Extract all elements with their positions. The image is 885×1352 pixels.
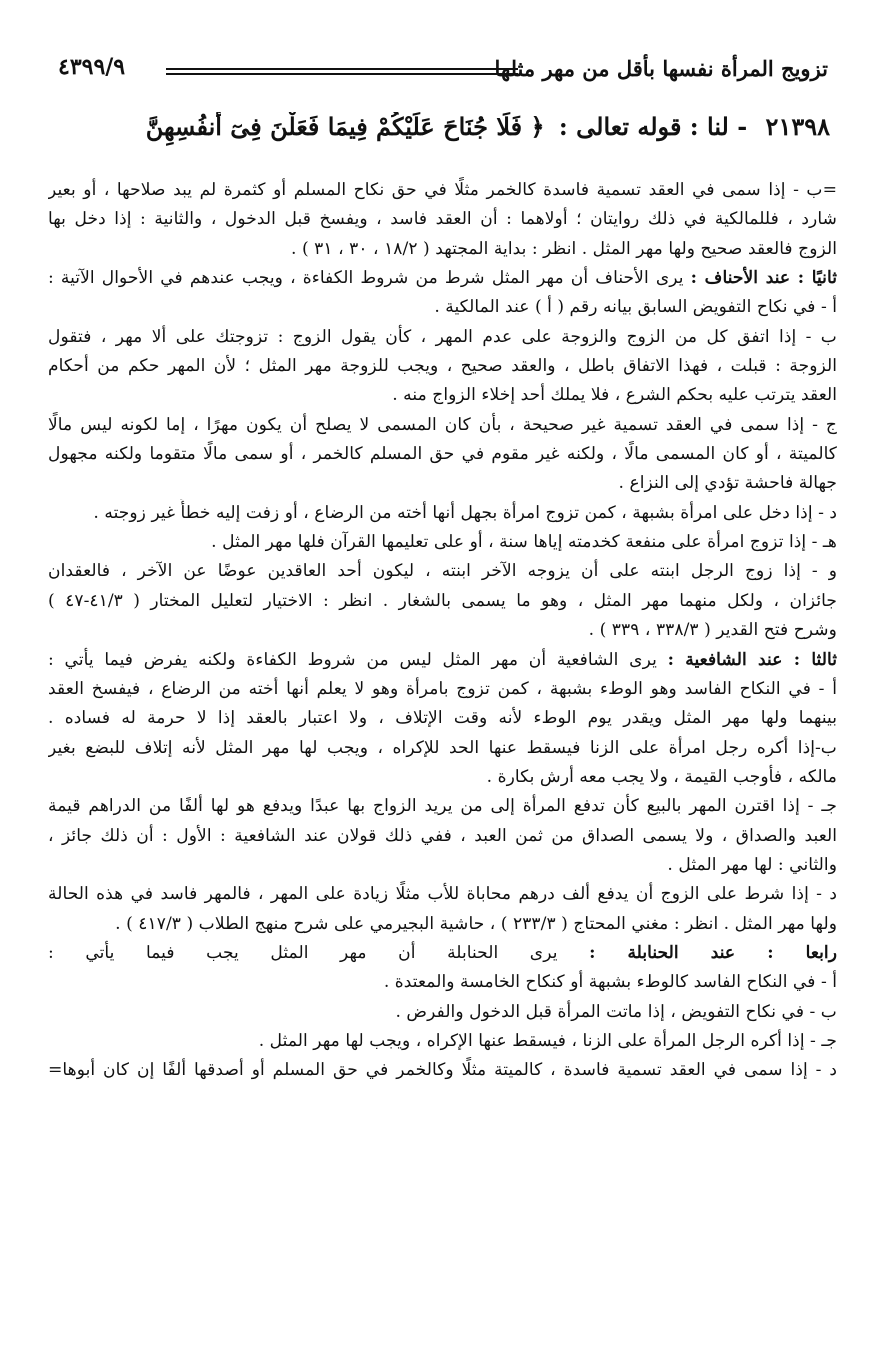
line-text: شارد ، فللمالكية في ذلك روايتان ؛ أولاهما : أن العقد فاسد ، ويفسخ قبل الدخول ، والثانية : إذا دخل بها — [48, 209, 837, 230]
text-line — [48, 968, 837, 997]
text-line — [48, 499, 837, 528]
header-rule — [166, 68, 518, 75]
line-text: د - إذا سمى في العقد تسمية فاسدة ، كالميتة مثلًا وكالخمر في حق المسلم أو أصدقها ألفًا إن كان أبوها= — [48, 1060, 837, 1081]
text-line — [48, 880, 837, 909]
verse-intro: - لنا : قوله تعالى : — [558, 112, 748, 141]
text-line — [48, 323, 837, 352]
footnote-body — [48, 176, 837, 1086]
text-line — [48, 381, 837, 410]
section-heading: ثانيًا : عند الأحناف : — [690, 268, 837, 289]
text-line — [48, 469, 837, 498]
text-line — [48, 910, 837, 939]
text-line — [48, 587, 837, 616]
text-line — [48, 235, 837, 264]
text-line — [48, 176, 837, 205]
line-text: ب - في نكاح التفويض ، إذا ماتت المرأة قبل الدخول والفرض . — [395, 1001, 837, 1022]
text-line — [48, 851, 837, 880]
line-text: الزوج فالعقد صحيح ولها مهر المثل . انظر : بداية المجتهد ( ١٨/٢ ، ٣٠ ، ٣١ ) . — [291, 238, 837, 259]
text-line — [48, 557, 837, 586]
text-line — [48, 1056, 837, 1085]
line-text: أ - في النكاح الفاسد وهو الوطء بشبهة ، كمن تزوج بامرأة وهو لا يعلم أنها أخته من الرضاع ، فيفسخ العقد — [48, 678, 837, 699]
text-line — [48, 734, 837, 763]
text-line — [48, 939, 837, 968]
text-line — [48, 704, 837, 733]
text-line — [48, 792, 837, 821]
line-text: العبد والصداق ، ولا يسمى الصداق من ثمن العبد ، ففي ذلك قولان عند الشافعية : الأول : أن ذلك جائز ، — [48, 825, 837, 846]
line-text: يرى الأحناف أن مهر المثل شرط من شروط الكفاءة ، ويجب عندهم في الأحوال الآتية : — [48, 268, 684, 289]
line-text: ج - إذا سمى في العقد تسمية غير صحيحة ، بأن كان المسمى لا يصلح أن يكون مهرًا ، إما لكونه ليس مالًا — [48, 414, 837, 435]
text-line — [48, 205, 837, 234]
line-text: كالميتة ، أو كان المسمى مالًا ، ولكنه غير مقوم في حق المسلم كالخمر ، أو سمى مالًا متقوما ولكنه مجهول — [48, 444, 837, 465]
text-line — [48, 675, 837, 704]
line-text: أ - في النكاح الفاسد كالوطء بشبهة أو كنكاح الخامسة والمعتدة . — [383, 972, 837, 993]
line-text: أ - في نكاح التفويض السابق بيانه رقم ( أ ) عند المالكية . — [434, 297, 837, 318]
line-text: العقد يترتب عليه بحكم الشرع ، فلا يملك أحد إخلاء الزواج منه . — [392, 385, 837, 406]
line-text: ب - إذا اتفق كل من الزوج والزوجة على عدم المهر ، كأن يقول الزوج : تزوجتك على ألا مهر ، فتقول — [48, 326, 837, 347]
page-number: ٤٣٩٩/٩ — [58, 54, 126, 80]
text-line — [48, 440, 837, 469]
line-text: جائزان ، ولكل منهما مهر المثل ، وهو ما يسمى بالشغار . انظر : الاختيار لتعليل المختار ( ٤١/٣-٤٧ ) — [48, 590, 837, 611]
text-line — [48, 411, 837, 440]
line-text: مالكه ، فأوجب القيمة ، ولا يجب معه أرش بكارة . — [486, 766, 837, 787]
text-line — [48, 763, 837, 792]
line-text: جـ - إذا أكره الرجل المرأة على الزنا ، فيسقط عنها الإكراه ، ويجب لها مهر المثل . — [258, 1030, 837, 1051]
line-text: ب-إذا أكره رجل امرأة على الزنا فيسقط عنها الحد للإكراه ، ويجب لها مهر المثل لأنه إتلاف للبضع بغير — [48, 737, 837, 758]
text-line — [48, 264, 837, 293]
line-text: يرى الشافعية أن مهر المثل ليس من شروط الكفاءة ولكنه يفرض فيما يأتي : — [48, 649, 657, 670]
line-text: جهالة فاحشة تؤدي إلى النزاع . — [618, 473, 837, 494]
line-text: د - إذا شرط على الزوج أن يدفع ألف درهم محاباة للأب مثلًا زيادة على المهر ، فالمهر فاسد في هذه الحالة — [48, 884, 837, 905]
line-text: جـ - إذا اقترن المهر بالبيع كأن تدفع المرأة إلى من يريد الزواج بها عبدًا ويدفع هو لها ألفًا من الدراهم قيمة — [48, 796, 837, 817]
line-text: والثاني : لها مهر المثل . — [667, 854, 837, 875]
text-line — [48, 528, 837, 557]
text-line — [48, 998, 837, 1027]
section-heading: ثالثا : عند الشافعية : — [667, 649, 837, 670]
header-title: تزويج المرأة نفسها بأقل من مهر مثلها — [494, 56, 828, 81]
line-text: الزوجة : قبلت ، فهذا الاتفاق باطل ، والعقد صحيح ، ويجب للزوجة مهر المثل ؛ لأن المهر حكم من أحكام — [48, 356, 837, 377]
line-text: وشرح فتح القدير ( ٣٣٨/٣ ، ٣٣٩ ) . — [588, 620, 837, 641]
text-line — [48, 352, 837, 381]
line-text: و - إذا زوج الرجل ابنته على أن يزوجه الآخر ابنته ، ليكون أحد العاقدين عوضًا عن الآخر ، فالعقدان — [48, 561, 837, 582]
text-line — [48, 616, 837, 645]
quran-verse: ﴿ فَلَا جُنَاحَ عَلَيْكُمْ فِيمَا فَعَلْنَ فِىٓ أَنفُسِهِنَّ — [145, 112, 545, 141]
line-text: =ب - إذا سمى في العقد تسمية فاسدة كالخمر مثلًا في حق نكاح المسلم أو كثمرة لم يبد صلاحها ، أو بعير — [48, 180, 837, 200]
line-text: هـ - إذا تزوج امرأة على منفعة كخدمته إياها سنة ، أو على تعليمها القرآن فلها مهر المثل . — [211, 532, 837, 553]
text-line — [48, 1027, 837, 1056]
line-text: بينهما ولها مهر المثل ويقدر يوم الوطء لأنه وقت الإتلاف ، ولا اعتبار بالعقد إذا لا حرمة له فساده . — [48, 708, 837, 729]
running-header — [58, 52, 828, 88]
line-text: د - إذا دخل على امرأة بشبهة ، كمن تزوج امرأة بجهل أنها أخته من الرضاع ، أو زفت إليه خطأً غير زوجته . — [93, 502, 837, 523]
text-line — [48, 646, 837, 675]
section-heading: رابعا : عند الحنابلة : — [589, 942, 837, 963]
line-text: ولها مهر المثل . انظر : مغني المحتاج ( ٢٣٣/٣ ) ، حاشية البجيرمي على شرح منهج الطلاب ( ٤١٧/٣ ) . — [115, 913, 837, 934]
text-line — [48, 822, 837, 851]
text-line — [48, 293, 837, 322]
verse-heading — [62, 112, 830, 156]
line-text: يرى الحنابلة أن مهر المثل يجب فيما يأتي : — [48, 942, 558, 963]
paragraph-number: ٢١٣٩٨ — [765, 112, 830, 141]
